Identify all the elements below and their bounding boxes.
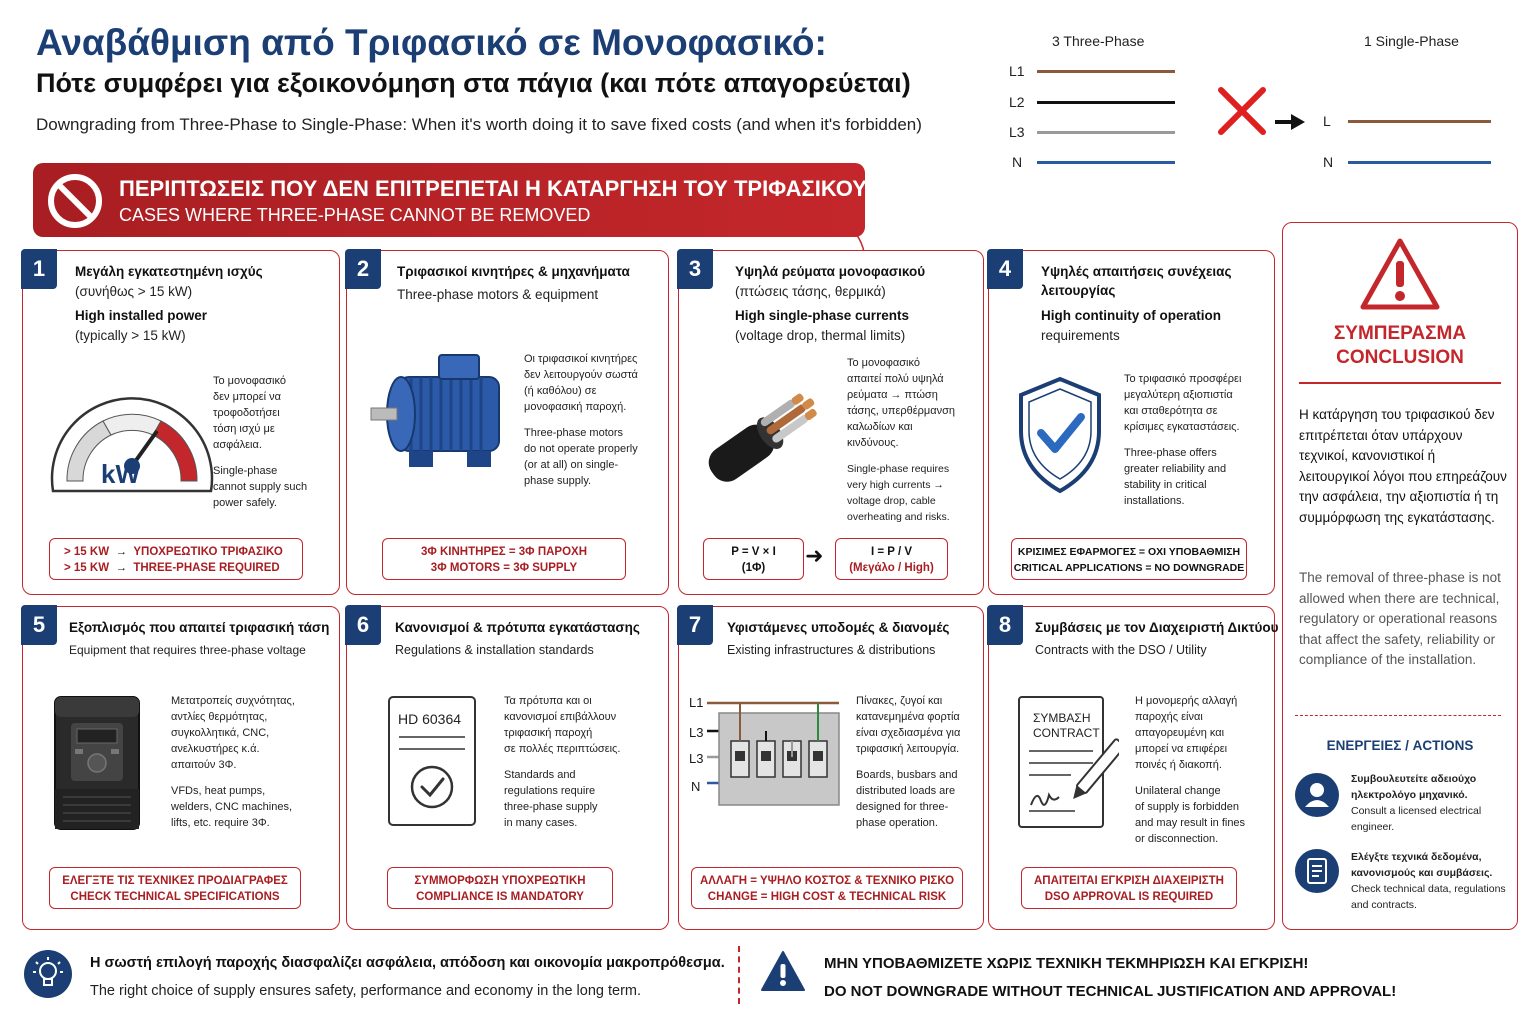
formula-pill-right: I = P / V (Μεγάλο / High) (835, 538, 948, 580)
line-label-l1: L1 (1009, 63, 1025, 79)
card-title-en2: (typically > 15 kW) (75, 328, 186, 343)
card-desc (504, 693, 620, 841)
card-title-gr: Υφιστάμενες υποδομές & διανομές (727, 620, 950, 635)
page-title: Αναβάθμιση από Τριφασικό σε Μονοφασικό: (36, 22, 827, 63)
card-title-en: Three-phase motors & equipment (397, 287, 599, 302)
card-continuity (988, 250, 1275, 595)
actions-title: ΕΝΕΡΓΕΙΕΣ / ACTIONS (1326, 738, 1474, 753)
line-label-l: L (1323, 113, 1331, 129)
card-title-gr: Τριφασικοί κινητήρες & μηχανήματα (397, 264, 630, 279)
contract-label-gr: ΣΥΜΒΑΣΗ (1033, 711, 1091, 725)
card-title-en: Regulations & installation standards (395, 643, 594, 657)
card-number: 2 (345, 249, 381, 289)
card-desc (171, 693, 295, 841)
cable-icon (691, 376, 841, 496)
prohibited-icon (45, 171, 105, 231)
card-pill: ΣΥΜΜΟΡΦΩΣΗ ΥΠΟΧΡΕΩΤΙΚΗ COMPLIANCE IS MANDATORY (387, 867, 613, 909)
distribution-board-icon (707, 697, 843, 807)
card-high-power (22, 250, 340, 595)
card-pill: ΑΛΛΑΓΗ = ΥΨΗΛΟ ΚΟΣΤΟΣ & ΤΕΧΝΙΚΟ ΡΙΣΚΟ CHANGE = HIGH COST & TECHNICAL RISK (691, 867, 963, 909)
arrow-icon: ➜ (805, 543, 824, 568)
three-phase-label: 3 Three-Phase (1052, 33, 1145, 49)
conclusion-title-gr: ΣΥΜΠΕΡΑΣΜΑ (1333, 323, 1467, 344)
card-desc (524, 351, 638, 499)
desc-gr: Τα πρότυπα και οι κανονισμοί επιβάλλουν τριφασική παροχή σε πολλές περιπτώσεις. (504, 695, 621, 755)
footer-text-gr: Η σωστή επιλογή παροχής διασφαλίζει ασφάλεια, απόδοση και οικονομία μακροπρόθεσμα. (90, 955, 725, 971)
desc-gr: Οι τριφασικοί κινητήρες δεν λειτουργούν σωστά (ή καθόλου) σε μονοφασική παροχή. (524, 353, 638, 413)
desc-gr: Το μονοφασικό δεν μπορεί να τροφοδοτήσει τόση ισχύ με ασφάλεια. (213, 375, 286, 451)
dashed-divider (1295, 715, 1501, 716)
card-number: 1 (21, 249, 57, 289)
warning-triangle-icon (760, 950, 806, 992)
desc-en: Unilateral change of supply is forbidden and may result in fines or disconnection. (1135, 785, 1246, 845)
card-number: 3 (677, 249, 713, 289)
x-arrow-icon (1215, 86, 1310, 138)
line-n (1037, 161, 1175, 164)
divider (1299, 382, 1501, 384)
line-label-n: N (1012, 154, 1023, 170)
conclusion-title-en: CONCLUSION (1336, 347, 1464, 368)
footer-divider (738, 946, 740, 1004)
card-regulations (346, 606, 669, 930)
card-title-gr: Υψηλά ρεύματα μονοφασικού (735, 264, 926, 279)
card-desc (213, 373, 307, 521)
card-pill: > 15 KW → ΥΠΟΧΡΕΩΤΙΚΟ ΤΡΙΦΑΣΙΚΟ > 15 KW → THREE-PHASE REQUIRED (49, 538, 303, 580)
card-dso-contracts (988, 606, 1279, 930)
desc-gr: Μετατροπείς συχνότητας, αντλίες θερμότητας, συγκολλητικά, CNC, ανελκυστήρες κ.ά. απαιτούν 3Φ. (171, 695, 295, 771)
line-label-l2: L2 (1009, 94, 1025, 110)
card-title-en2: requirements (1041, 328, 1120, 343)
card-high-currents (678, 250, 984, 595)
motor-icon (369, 347, 519, 477)
card-title-en: Existing infrastructures & distributions (727, 643, 936, 657)
bus-label: L1 (689, 695, 704, 710)
action-item: Ελέγξτε τεχνικά δεδομένα, κανονισμούς και συμβάσεις. Check technical data, regulations and contracts. (1351, 851, 1506, 911)
single-phase-label: 1 Single-Phase (1364, 33, 1459, 49)
card-pill: ΕΛΕΓΞΤΕ ΤΙΣ ΤΕΧΝΙΚΕΣ ΠΡΟΔΙΑΓΡΑΦΕΣ CHECK TECHNICAL SPECIFICATIONS (49, 867, 301, 909)
desc-gr: Το μονοφασικό απαιτεί πολύ υψηλά ρεύματα → πτώση τάσης, υπερθέρμανση καλωδίων και κινδύνους. (847, 357, 956, 449)
card-title-gr: Συμβάσεις με τον Διαχειριστή Δικτύου (1035, 620, 1279, 635)
desc-en: VFDs, heat pumps, welders, CNC machines, lifts, etc. require 3Φ. (171, 785, 293, 829)
desc-gr: Το τριφασικό προσφέρει μεγαλύτερη αξιοπιστία και σταθερότητα σε κρίσιμες εγκαταστάσεις. (1124, 373, 1242, 433)
lightbulb-icon (24, 950, 72, 998)
line-n-single (1348, 161, 1491, 164)
banner (33, 163, 865, 237)
desc-gr: Πίνακες, ζυγοί και κατανεμημένα φορτία είναι σχεδιασμένα για τριφασική λειτουργία. (856, 695, 961, 755)
card-number: 8 (987, 605, 1023, 645)
page-subtitle-en: Downgrading from Three-Phase to Single-Phase: When it's worth doing it to save fixed costs (and when it's forbidden) (36, 115, 922, 134)
line-l2 (1037, 101, 1175, 104)
card-title-gr: Κανονισμοί & πρότυπα εγκατάστασης (395, 620, 640, 635)
gauge-label: kW (101, 459, 140, 489)
line-label-n-single: N (1323, 154, 1334, 170)
conclusion-panel (1282, 222, 1518, 930)
standard-label: HD 60364 (398, 711, 462, 727)
card-desc (847, 355, 955, 535)
desc-gr: Η μονομερής αλλαγή παροχής είναι απαγορευμένη και μπορεί να επιφέρει ποινές ή διακοπή. (1135, 695, 1238, 771)
card-infrastructure (678, 606, 984, 930)
checklist-icon (1295, 849, 1339, 893)
desc-en: Single-phase requires very high currents → voltage drop, cable overheating and risks. (847, 463, 950, 523)
bus-label: N (691, 779, 701, 794)
desc-en: Boards, busbars and distributed loads are designed for three- phase operation. (856, 769, 958, 829)
desc-en: Standards and regulations require three-phase supply in many cases. (504, 769, 598, 829)
card-title-en: Contracts with the DSO / Utility (1035, 643, 1207, 657)
card-pill: 3Φ ΚΙΝΗΤΗΡΕΣ = 3Φ ΠΑΡΟΧΗ 3Φ MOTORS = 3Φ SUPPLY (382, 538, 626, 580)
card-title-en: High installed power (75, 308, 208, 323)
footer-text-en: The right choice of supply ensures safety, performance and economy in the long term. (90, 983, 642, 999)
line-l (1348, 120, 1491, 123)
card-desc (856, 693, 960, 841)
line-l1 (1037, 70, 1175, 73)
card-title-en: Equipment that requires three-phase voltage (69, 643, 306, 657)
desc-en: Three-phase motors do not operate properly (or at all) on single- phase supply. (524, 427, 638, 487)
card-title-en: High continuity of operation (1041, 308, 1221, 323)
page-subtitle-gr: Πότε συμφέρει για εξοικονόμηση στα πάγια (και πότε απαγορεύεται) (36, 68, 911, 98)
card-title-gr: Υψηλές απαιτήσεις συνέχειας (1041, 264, 1232, 279)
card-title-en: High single-phase currents (735, 308, 910, 323)
line-l3 (1037, 131, 1175, 134)
bus-label: L3 (689, 751, 704, 766)
banner-title-gr: ΠΕΡΙΠΤΩΣΕΙΣ ΠΟΥ ΔΕΝ ΕΠΙΤΡΕΠΕΤΑΙ Η ΚΑΤΑΡΓΗΣΗ ΤΟΥ ΤΡΙΦΑΣΙΚΟΥ (119, 176, 867, 201)
card-number: 7 (677, 605, 713, 645)
card-number: 5 (21, 605, 57, 645)
card-number: 4 (987, 249, 1023, 289)
card-desc (1135, 693, 1245, 857)
card-title-gr: Μεγάλη εγκατεστημένη ισχύς (75, 264, 263, 279)
card-title-gr: Εξοπλισμός που απαιτεί τριφασική τάση (69, 620, 330, 635)
contract-label-en: CONTRACT (1033, 726, 1100, 740)
card-title-en2: (voltage drop, thermal limits) (735, 328, 906, 343)
card-title-gr2: (συνήθως > 15 kW) (75, 284, 193, 299)
footer-warning-gr: ΜΗΝ ΥΠΟΒΑΘΜΙΖΕΤΕ ΧΩΡΙΣ ΤΕΧΝΙΚΗ ΤΕΚΜΗΡΙΩΣΗ ΚΑΙ ΕΓΚΡΙΣΗ! (824, 955, 1309, 972)
card-desc (1124, 371, 1241, 519)
desc-en: Three-phase offers greater reliability and stability in critical installations. (1124, 447, 1227, 507)
card-motors (346, 250, 669, 595)
card-equipment (22, 606, 340, 930)
card-pill: ΚΡΙΣΙΜΕΣ ΕΦΑΡΜΟΓΕΣ = ΟΧΙ ΥΠΟΒΑΘΜΙΣΗ CRITICAL APPLICATIONS = NO DOWNGRADE (1011, 538, 1247, 580)
desc-en: Single-phase cannot supply such power safely. (213, 465, 308, 509)
engineer-icon (1295, 773, 1339, 817)
formula-pill-left: P = V × I (1Φ) (703, 538, 804, 580)
banner-title-en: CASES WHERE THREE-PHASE CANNOT BE REMOVED (119, 205, 591, 225)
warning-icon (1359, 237, 1441, 311)
line-label-l3: L3 (1009, 124, 1025, 140)
action-item: Συμβουλευτείτε αδειούχο ηλεκτρολόγο μηχανικό. Consult a licensed electrical engineer. (1351, 773, 1482, 833)
conclusion-text-gr: Η κατάργηση του τριφασικού δεν επιτρέπεται όταν υπάρχουν τεχνικοί, κανονιστικοί ή λειτουργικοί λόγοι που επηρεάζουν την ασφάλεια, την αξιοπιστία ή τη συμμόρφωση της εγκατάστασης. (1299, 407, 1507, 525)
bus-label: L3 (689, 725, 704, 740)
conclusion-text-en: The removal of three-phase is not allowed when there are technical, regulatory or operational reasons that affect the safety, reliability or compliance of the installation. (1299, 570, 1501, 667)
card-title-gr2: (πτώσεις τάσης, θερμικά) (735, 284, 886, 299)
card-number: 6 (345, 605, 381, 645)
card-title-gr2: λειτουργίας (1041, 283, 1116, 298)
shield-icon (1015, 375, 1105, 495)
footer-warning-en: DO NOT DOWNGRADE WITHOUT TECHNICAL JUSTIFICATION AND APPROVAL! (824, 983, 1397, 1000)
card-pill: ΑΠΑΙΤΕΙΤΑΙ ΕΓΚΡΙΣΗ ΔΙΑΧΕΙΡΙΣΤΗ DSO APPROVAL IS REQUIRED (1021, 867, 1237, 909)
vfd-icon (51, 693, 151, 833)
